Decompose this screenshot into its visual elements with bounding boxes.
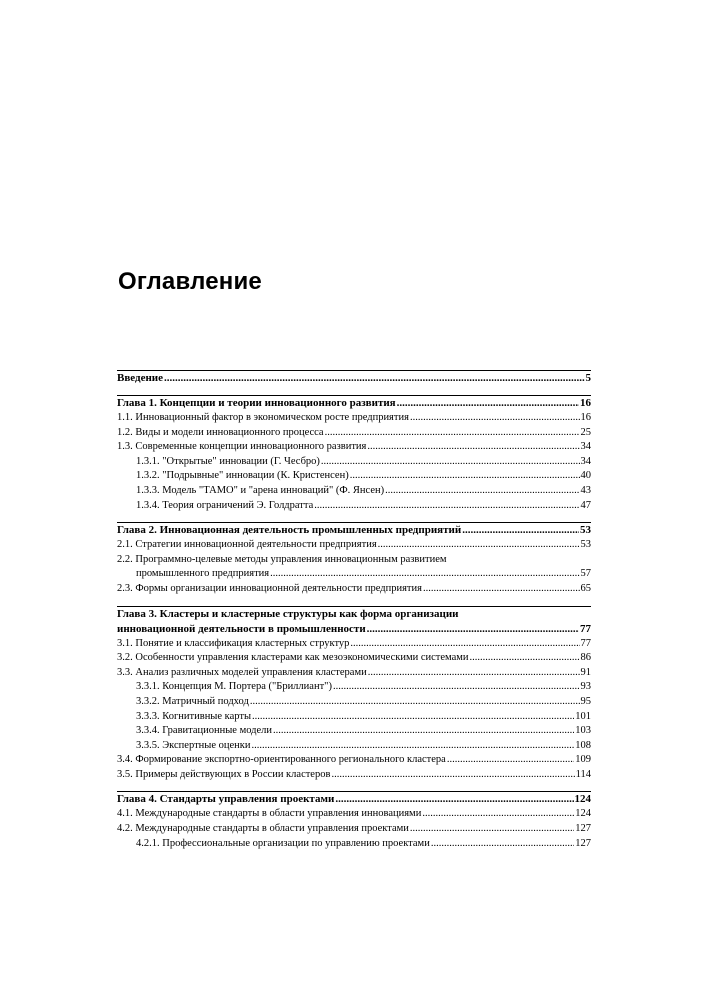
toc-page-number: 16 [580, 412, 591, 423]
toc-entry[interactable] [117, 582, 591, 597]
dot-leader [350, 469, 580, 484]
toc-page-number: 95 [580, 695, 591, 707]
toc-page-number: 77 [580, 637, 591, 649]
dot-leader [250, 695, 580, 710]
dot-leader [270, 567, 579, 582]
dot-leader [367, 622, 579, 637]
toc-page-number: 114 [575, 768, 591, 780]
toc-page-number: 25 [580, 426, 591, 438]
toc-entry-title: 1.3. Современные концепции инновационного развития [117, 441, 367, 453]
dot-leader [164, 371, 584, 386]
toc-entry[interactable] [117, 753, 591, 768]
page-title: Оглавление [118, 268, 262, 295]
toc-entry-title: 2.3. Формы организации инновационной деятельности предприятия [117, 582, 422, 594]
toc-page-number: 40 [580, 470, 591, 482]
toc-page-number: 124 [574, 793, 591, 806]
toc-subentry[interactable] [117, 695, 591, 710]
toc-entry[interactable] [117, 637, 591, 652]
toc-entry-title: 2.1. Стратегии инновационной деятельности предприятия [117, 539, 377, 551]
toc-entry-title: 4.2. Международные стандарты в области управления проектами [117, 823, 409, 835]
toc-entry-title: 1.3.4. Теория ограничений Э. Голдратта [136, 499, 314, 511]
dot-leader [397, 396, 579, 411]
toc-page-number: 43 [580, 484, 591, 496]
dot-leader [462, 523, 579, 538]
dot-leader [252, 710, 574, 725]
toc-page-number: 103 [575, 725, 591, 737]
toc-subentry[interactable] [117, 455, 591, 470]
dot-leader [335, 792, 573, 807]
toc-entry-title: 1.2. Виды и модели инновационного процесса [117, 426, 324, 438]
toc-page-number: 93 [580, 681, 591, 693]
toc-entry[interactable] [117, 768, 591, 783]
toc-page-number: 86 [580, 652, 591, 664]
dot-leader [470, 651, 580, 666]
toc-page-number: 53 [580, 539, 591, 551]
toc-page-number: 5 [585, 372, 591, 384]
dot-leader [350, 637, 579, 652]
toc-entry-title: промышленного предприятия [136, 568, 270, 580]
toc-subentry[interactable] [117, 724, 591, 739]
toc-subentry[interactable] [117, 710, 591, 725]
toc-entry-title: Глава 1. Концепции и теории инновационного развития [117, 397, 396, 409]
toc-entry-title: 3.5. Примеры действующих в России кластеров [117, 768, 331, 780]
toc-page-number: 109 [575, 754, 591, 766]
toc-subentry[interactable] [117, 837, 591, 852]
toc-entry-title: Глава 4. Стандарты управления проектами [117, 793, 335, 806]
toc-page-number: 101 [575, 710, 591, 722]
dot-leader [273, 724, 574, 739]
dot-leader [423, 582, 580, 597]
dot-leader [431, 837, 574, 852]
dot-leader [321, 455, 580, 470]
toc-entry-title: 3.3.1. Концепция М. Портера ("Бриллиант") [136, 681, 332, 693]
toc-entry[interactable] [117, 440, 591, 455]
toc-chapter-1[interactable] [117, 396, 591, 411]
toc-entry[interactable] [117, 822, 591, 837]
toc-entry-title: Глава 2. Инновационная деятельность промышленных предприятий [117, 524, 462, 537]
dot-leader [410, 411, 580, 426]
toc-entry[interactable] [117, 651, 591, 666]
toc-page-number: 127 [575, 837, 591, 849]
toc-entry-title-line1[interactable]: 2.2. Программно-целевые методы управления инновационным развитием [117, 553, 447, 565]
toc-entry-title: 1.3.2. "Подрывные" инновации (К. Кристенсен) [136, 470, 349, 482]
table-of-contents [117, 370, 591, 851]
toc-entry-title: 1.1. Инновационный фактор в экономическом росте предприятия [117, 412, 409, 423]
toc-entry-title: 3.3.2. Матричный подход [136, 695, 249, 707]
toc-entry-title: 1.3.3. Модель "ТАМО" и "арена инноваций" (Ф. Янсен) [136, 484, 385, 496]
dot-leader [378, 538, 580, 553]
toc-entry-title: 3.3. Анализ различных моделей управления кластерами [117, 666, 367, 678]
toc-page-number: 108 [575, 739, 591, 751]
dot-leader [252, 739, 575, 754]
toc-chapter-3[interactable] [117, 622, 591, 637]
toc-chapter-3-title-line1[interactable]: Глава 3. Кластеры и кластерные структуры как форма организации [117, 607, 459, 620]
toc-page-number: 127 [575, 823, 591, 835]
dot-leader [325, 426, 580, 441]
toc-entry-title: 3.2. Особенности управления кластерами как мезоэкономическими системами [117, 652, 469, 664]
dot-leader [333, 680, 580, 695]
dot-leader [422, 807, 574, 822]
toc-chapter-2[interactable] [117, 523, 591, 538]
toc-page-number: 47 [580, 499, 591, 511]
toc-entry[interactable] [117, 666, 591, 681]
toc-entry-title: 3.3.4. Гравитационные модели [136, 725, 273, 737]
toc-page-number: 124 [575, 808, 591, 820]
toc-page-number: 34 [580, 441, 591, 453]
toc-entry[interactable] [117, 538, 591, 553]
dot-leader [331, 768, 574, 783]
dot-leader [447, 753, 574, 768]
toc-entry-title: 3.1. Понятие и классификация кластерных структур [117, 637, 350, 649]
toc-entry-title: 4.2.1. Профессиональные организации по управлению проектами [136, 837, 430, 849]
toc-entry-title: 1.3.1. "Открытые" инновации (Г. Чесбро) [136, 455, 320, 467]
toc-page-number: 57 [580, 568, 591, 580]
toc-subentry[interactable] [117, 680, 591, 695]
toc-subentry[interactable] [117, 469, 591, 484]
toc-entry-title: 3.3.5. Экспертные оценки [136, 739, 251, 751]
toc-page-number: 77 [580, 622, 591, 635]
toc-entry[interactable] [117, 411, 591, 426]
toc-entry-title: инновационной деятельности в промышленности [117, 622, 366, 635]
dot-leader [368, 666, 580, 681]
toc-entry-title: 3.3.3. Когнитивные карты [136, 710, 252, 722]
dot-leader [385, 484, 579, 499]
toc-page-number: 53 [580, 524, 591, 537]
toc-entry-intro[interactable] [117, 371, 591, 386]
dot-leader [410, 822, 574, 837]
toc-entry[interactable] [117, 426, 591, 441]
toc-page-number: 16 [580, 397, 591, 409]
toc-entry-title: Введение [117, 372, 164, 384]
toc-page-number: 34 [580, 455, 591, 467]
toc-page-number: 91 [580, 666, 591, 678]
toc-subentry[interactable] [117, 499, 591, 514]
toc-entry[interactable] [117, 567, 591, 582]
toc-entry-title: 4.1. Международные стандарты в области управления инновациями [117, 808, 422, 820]
toc-entry-title: 3.4. Формирование экспортно-ориентированного регионального кластера [117, 754, 446, 766]
dot-leader [314, 499, 579, 514]
dot-leader [367, 440, 579, 455]
toc-subentry[interactable] [117, 484, 591, 499]
toc-chapter-4[interactable] [117, 792, 591, 807]
toc-entry[interactable] [117, 807, 591, 822]
toc-page-number: 65 [580, 582, 591, 594]
toc-subentry[interactable] [117, 739, 591, 754]
